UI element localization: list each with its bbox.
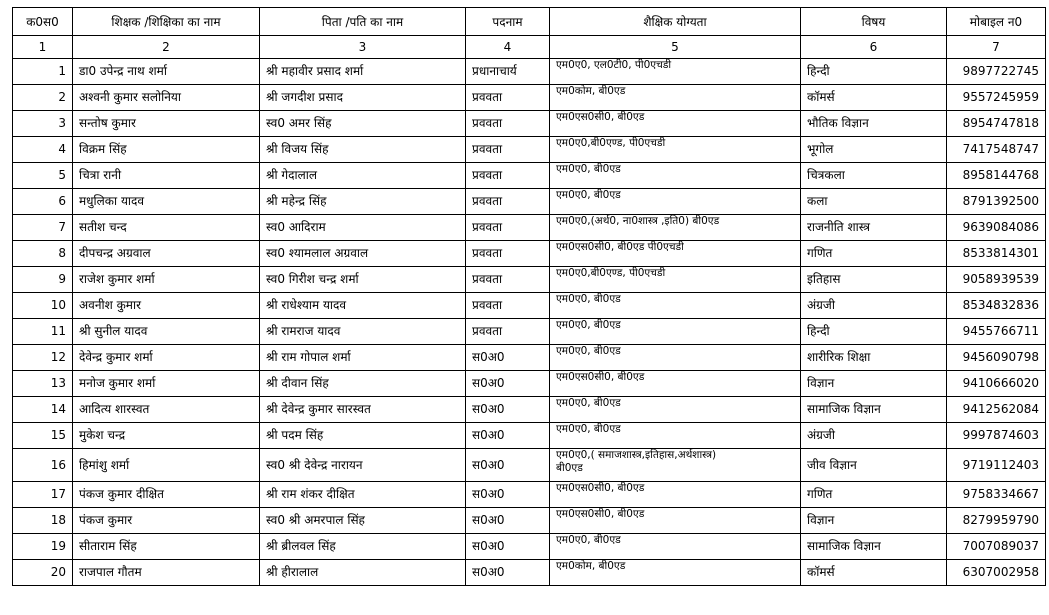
- table-row: [13, 85, 1046, 111]
- header-teacher-name: शिक्षक /शिक्षिका का नाम: [73, 8, 260, 36]
- cell-mobile: 9412562084: [947, 397, 1046, 423]
- cell-qualification: [550, 482, 801, 508]
- cell-designation: स0अ0: [466, 560, 550, 586]
- cell-qualification: [550, 508, 801, 534]
- cell-serial: 19: [13, 534, 73, 560]
- qualification-line: एम0ए0, बी0एड: [556, 189, 621, 201]
- staff-table: [12, 7, 1046, 586]
- cell-mobile: 9897722745: [947, 59, 1046, 85]
- cell-father-name: स्व0 आदिराम: [260, 215, 466, 241]
- qualification-line: एम0ए0,बी0एण्ड, पी0एचडी: [556, 267, 666, 279]
- header-qualification: शैक्षिक योग्यता: [550, 8, 801, 36]
- cell-father-name: श्री राधेश्याम यादव: [260, 293, 466, 319]
- cell-serial: 10: [13, 293, 73, 319]
- cell-designation: प्रववता: [466, 137, 550, 163]
- qualification-line: एम0ए0, एल0टी0, पी0एचडी: [556, 59, 672, 71]
- cell-subject: गणित: [801, 482, 947, 508]
- cell-father-name: स्व0 श्यामलाल अग्रवाल: [260, 241, 466, 267]
- cell-father-name: श्री हीरालाल: [260, 560, 466, 586]
- qualification-line: एम0ए0, बी0एड: [556, 345, 621, 357]
- cell-serial: 13: [13, 371, 73, 397]
- cell-subject: कॉमर्स: [801, 560, 947, 586]
- table-row: [13, 560, 1046, 586]
- cell-designation: स0अ0: [466, 449, 550, 482]
- cell-serial: 18: [13, 508, 73, 534]
- cell-mobile: 9410666020: [947, 371, 1046, 397]
- cell-teacher-name: हिमांशु शर्मा: [73, 449, 260, 482]
- cell-qualification: [550, 241, 801, 267]
- cell-qualification: [550, 371, 801, 397]
- column-number: 6: [801, 36, 947, 59]
- table-row: [13, 508, 1046, 534]
- table-row: [13, 449, 1046, 482]
- cell-serial: 4: [13, 137, 73, 163]
- cell-qualification: [550, 293, 801, 319]
- cell-teacher-name: पंकज कुमार दीक्षित: [73, 482, 260, 508]
- cell-qualification: [550, 345, 801, 371]
- column-number: 3: [260, 36, 466, 59]
- cell-subject: भूगोल: [801, 137, 947, 163]
- cell-mobile: 9719112403: [947, 449, 1046, 482]
- cell-father-name: श्री देवेन्द्र कुमार सारस्वत: [260, 397, 466, 423]
- cell-mobile: 7007089037: [947, 534, 1046, 560]
- cell-teacher-name: आदित्य शारस्वत: [73, 397, 260, 423]
- cell-serial: 9: [13, 267, 73, 293]
- cell-qualification: [550, 534, 801, 560]
- cell-qualification: [550, 267, 801, 293]
- table-row: [13, 319, 1046, 345]
- cell-mobile: 7417548747: [947, 137, 1046, 163]
- column-number: 7: [947, 36, 1046, 59]
- cell-qualification: [550, 560, 801, 586]
- cell-qualification: [550, 423, 801, 449]
- cell-serial: 20: [13, 560, 73, 586]
- cell-father-name: श्री महावीर प्रसाद शर्मा: [260, 59, 466, 85]
- cell-father-name: स्व0 श्री देवेन्द्र नारायन: [260, 449, 466, 482]
- column-number: 5: [550, 36, 801, 59]
- cell-teacher-name: डा0 उपेन्द्र नाथ शर्मा: [73, 59, 260, 85]
- table-row: [13, 423, 1046, 449]
- cell-teacher-name: दीपचन्द्र अग्रवाल: [73, 241, 260, 267]
- cell-designation: प्रववता: [466, 215, 550, 241]
- cell-designation: प्रधानाचार्य: [466, 59, 550, 85]
- cell-father-name: श्री दीवान सिंह: [260, 371, 466, 397]
- cell-qualification: [550, 111, 801, 137]
- cell-serial: 3: [13, 111, 73, 137]
- table-row: [13, 189, 1046, 215]
- cell-qualification: [550, 215, 801, 241]
- cell-subject: अंग्रजी: [801, 293, 947, 319]
- cell-father-name: श्री गेदालाल: [260, 163, 466, 189]
- cell-designation: स0अ0: [466, 534, 550, 560]
- table-row: [13, 59, 1046, 85]
- cell-teacher-name: सन्तोष कुमार: [73, 111, 260, 137]
- cell-qualification: [550, 397, 801, 423]
- cell-mobile: 9455766711: [947, 319, 1046, 345]
- cell-subject: गणित: [801, 241, 947, 267]
- cell-mobile: 8279959790: [947, 508, 1046, 534]
- cell-subject: कला: [801, 189, 947, 215]
- cell-designation: स0अ0: [466, 508, 550, 534]
- column-number-row: [13, 36, 1046, 59]
- cell-mobile: 9456090798: [947, 345, 1046, 371]
- cell-mobile: 8533814301: [947, 241, 1046, 267]
- header-designation: पदनाम: [466, 8, 550, 36]
- cell-mobile: 6307002958: [947, 560, 1046, 586]
- cell-serial: 15: [13, 423, 73, 449]
- qualification-line: एम0ए0, बी0एड: [556, 534, 621, 546]
- cell-subject: इतिहास: [801, 267, 947, 293]
- table-row: [13, 534, 1046, 560]
- cell-father-name: स्व0 गिरीश चन्द्र शर्मा: [260, 267, 466, 293]
- cell-mobile: 9639084086: [947, 215, 1046, 241]
- cell-teacher-name: अश्वनी कुमार सलोनिया: [73, 85, 260, 111]
- cell-mobile: 9758334667: [947, 482, 1046, 508]
- cell-teacher-name: पंकज कुमार: [73, 508, 260, 534]
- cell-teacher-name: मधुलिका यादव: [73, 189, 260, 215]
- qualification-line: एम0कोम, बी0एड: [556, 85, 626, 97]
- cell-subject: विज्ञान: [801, 508, 947, 534]
- cell-designation: स0अ0: [466, 345, 550, 371]
- cell-qualification: [550, 137, 801, 163]
- cell-subject: भौतिक विज्ञान: [801, 111, 947, 137]
- table-row: [13, 371, 1046, 397]
- cell-mobile: 9997874603: [947, 423, 1046, 449]
- cell-teacher-name: देवेन्द्र कुमार शर्मा: [73, 345, 260, 371]
- cell-subject: जीव विज्ञान: [801, 449, 947, 482]
- header-row: [13, 8, 1046, 36]
- cell-serial: 5: [13, 163, 73, 189]
- cell-serial: 7: [13, 215, 73, 241]
- column-number: 1: [13, 36, 73, 59]
- table-row: [13, 163, 1046, 189]
- cell-father-name: श्री ब्रीलवल सिंह: [260, 534, 466, 560]
- qualification-line: बी0एड: [556, 462, 583, 474]
- qualification-line: एम0ए0, बी0एड: [556, 319, 621, 331]
- cell-subject: चित्रकला: [801, 163, 947, 189]
- cell-mobile: 8958144768: [947, 163, 1046, 189]
- cell-father-name: श्री रामराज यादव: [260, 319, 466, 345]
- cell-designation: प्रववता: [466, 241, 550, 267]
- cell-teacher-name: विक्रम सिंह: [73, 137, 260, 163]
- cell-subject: कॉमर्स: [801, 85, 947, 111]
- cell-designation: प्रववता: [466, 293, 550, 319]
- table-row: [13, 137, 1046, 163]
- cell-teacher-name: राजेश कुमार शर्मा: [73, 267, 260, 293]
- cell-father-name: स्व0 श्री अमरपाल सिंह: [260, 508, 466, 534]
- cell-father-name: श्री राम शंकर दीक्षित: [260, 482, 466, 508]
- table-row: [13, 267, 1046, 293]
- cell-teacher-name: मुकेश चन्द्र: [73, 423, 260, 449]
- cell-mobile: 9058939539: [947, 267, 1046, 293]
- cell-qualification: [550, 319, 801, 345]
- cell-mobile: 8791392500: [947, 189, 1046, 215]
- cell-serial: 6: [13, 189, 73, 215]
- cell-designation: प्रववता: [466, 267, 550, 293]
- cell-serial: 2: [13, 85, 73, 111]
- cell-father-name: स्व0 अमर सिंह: [260, 111, 466, 137]
- cell-father-name: श्री पदम सिंह: [260, 423, 466, 449]
- cell-designation: स0अ0: [466, 371, 550, 397]
- cell-subject: हिन्दी: [801, 319, 947, 345]
- cell-qualification: [550, 85, 801, 111]
- cell-subject: राजनीति शास्त्र: [801, 215, 947, 241]
- header-subject: विषय: [801, 8, 947, 36]
- cell-teacher-name: सतीश चन्द: [73, 215, 260, 241]
- cell-designation: प्रववता: [466, 163, 550, 189]
- cell-designation: स0अ0: [466, 397, 550, 423]
- table-row: [13, 111, 1046, 137]
- cell-subject: शारीरिक शिक्षा: [801, 345, 947, 371]
- table-row: [13, 293, 1046, 319]
- qualification-line: एम0ए0,( समाजशास्त्र,इतिहास,अर्थशास्त्र): [556, 449, 717, 461]
- cell-serial: 11: [13, 319, 73, 345]
- header-serial: क0स0: [13, 8, 73, 36]
- cell-mobile: 8954747818: [947, 111, 1046, 137]
- qualification-line: एम0एस0सी0, बी0एड: [556, 371, 645, 383]
- cell-subject: सामाजिक विज्ञान: [801, 397, 947, 423]
- qualification-line: एम0एस0सी0, बी0एड पी0एचडी: [556, 241, 684, 253]
- cell-mobile: 9557245959: [947, 85, 1046, 111]
- cell-teacher-name: सीताराम सिंह: [73, 534, 260, 560]
- qualification-line: एम0कोम, बी0एड: [556, 560, 626, 572]
- cell-qualification: [550, 449, 801, 482]
- cell-qualification: [550, 163, 801, 189]
- cell-designation: प्रववता: [466, 111, 550, 137]
- qualification-line: एम0ए0,(अर्थ0, ना0शास्त्र ,इति0) बी0एड: [556, 215, 720, 227]
- qualification-line: एम0ए0, बी0एड: [556, 293, 621, 305]
- cell-serial: 1: [13, 59, 73, 85]
- cell-father-name: श्री विजय सिंह: [260, 137, 466, 163]
- qualification-line: एम0एस0सी0, बी0एड: [556, 482, 645, 494]
- table-row: [13, 215, 1046, 241]
- header-mobile: मोबाइल न0: [947, 8, 1046, 36]
- cell-teacher-name: मनोज कुमार शर्मा: [73, 371, 260, 397]
- cell-serial: 8: [13, 241, 73, 267]
- cell-designation: स0अ0: [466, 482, 550, 508]
- cell-designation: प्रववता: [466, 189, 550, 215]
- cell-serial: 16: [13, 449, 73, 482]
- cell-serial: 12: [13, 345, 73, 371]
- table-body: [13, 59, 1046, 586]
- cell-teacher-name: राजपाल गौतम: [73, 560, 260, 586]
- table-row: [13, 397, 1046, 423]
- cell-subject: विज्ञान: [801, 371, 947, 397]
- cell-teacher-name: चित्रा रानी: [73, 163, 260, 189]
- cell-qualification: [550, 59, 801, 85]
- cell-teacher-name: श्री सुनील यादव: [73, 319, 260, 345]
- cell-father-name: श्री जगदीश प्रसाद: [260, 85, 466, 111]
- qualification-line: एम0ए0, बी0एड: [556, 163, 621, 175]
- qualification-line: एम0ए0, बी0एड: [556, 423, 621, 435]
- column-number: 4: [466, 36, 550, 59]
- qualification-line: एम0ए0,बी0एण्ड, पी0एचडी: [556, 137, 666, 149]
- table-header: [13, 8, 1046, 59]
- cell-teacher-name: अवनीश कुमार: [73, 293, 260, 319]
- cell-subject: सामाजिक विज्ञान: [801, 534, 947, 560]
- cell-serial: 17: [13, 482, 73, 508]
- table-row: [13, 482, 1046, 508]
- cell-designation: स0अ0: [466, 423, 550, 449]
- cell-father-name: श्री महेन्द्र सिंह: [260, 189, 466, 215]
- cell-subject: हिन्दी: [801, 59, 947, 85]
- qualification-line: एम0एस0सी0, बी0एड: [556, 508, 645, 520]
- header-father-name: पिता /पति का नाम: [260, 8, 466, 36]
- cell-father-name: श्री राम गोपाल शर्मा: [260, 345, 466, 371]
- qualification-line: एम0ए0, बी0एड: [556, 397, 621, 409]
- column-number: 2: [73, 36, 260, 59]
- cell-subject: अंग्रजी: [801, 423, 947, 449]
- table-row: [13, 241, 1046, 267]
- cell-qualification: [550, 189, 801, 215]
- cell-serial: 14: [13, 397, 73, 423]
- cell-mobile: 8534832836: [947, 293, 1046, 319]
- qualification-line: एम0एस0सी0, बी0एड: [556, 111, 645, 123]
- cell-designation: प्रववता: [466, 319, 550, 345]
- cell-designation: प्रववता: [466, 85, 550, 111]
- table-row: [13, 345, 1046, 371]
